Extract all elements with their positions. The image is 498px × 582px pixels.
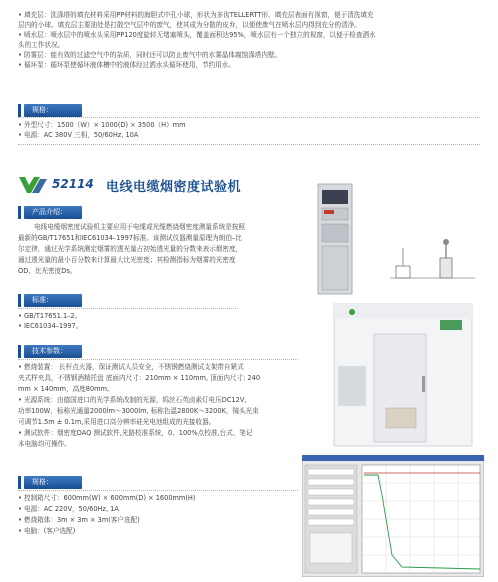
tech-text <box>18 362 300 450</box>
top-text-line: 层内的小球。填充层主要油处是打散空气层中的废气，使其成为分散的皮弁，以便使废气在喷水层内得到充分的清净。 <box>18 21 361 29</box>
top-text-line: 头的工作状况。 <box>18 41 65 49</box>
spec1-item: • 外型尺寸：1500（W）× 1000(D) × 3500（H）mm <box>18 121 186 129</box>
spec2-list <box>18 493 195 537</box>
standard-list <box>18 311 82 331</box>
divider <box>18 144 480 145</box>
tech-line: 本电脑均可操作。 <box>18 440 71 448</box>
tech-header <box>14 345 86 358</box>
tech-line: • 测试软件：烟密度DAQ 测试软件,光路校准系统，0、100%点校准,台式、笔记 <box>18 429 253 437</box>
standard-item: • IEC61034–1997。 <box>18 322 83 330</box>
product-photo-chamber <box>330 296 480 451</box>
top-text-line: • 填充层：洗涤塔的填充材料采用PP材料的海胆式中孔小球，形状为多齿TELLERTT形，填充层表面有视窗，便于清洗填充 <box>18 11 374 19</box>
tech-line: • 光源系统：由德国进口的光学系统改制的光源，钨丝石英卤素灯电压DC12V, <box>18 396 247 404</box>
tech-line: 夹式样夹具，不锈钢酒精托盘 底面内尺寸：210mm × 110mm, 顶面内尺寸: 240 <box>18 374 261 382</box>
software-screenshot <box>302 455 484 577</box>
divider <box>18 117 480 118</box>
product-photo-cabinet <box>300 178 485 298</box>
spec1-list <box>18 120 186 140</box>
standard-item: • GB/T17651.1–2。 <box>18 312 82 320</box>
intro-header <box>14 206 86 219</box>
spec2-item: • 控制箱尺寸：600mm(W) × 600mm(D) × 1600mm(H) <box>18 494 196 502</box>
tech-header-label: 技术参数： <box>24 345 82 358</box>
product-name: 电线电缆烟密度试验机 <box>106 180 242 195</box>
spec2-item: • 电源：AC 220V，50/60Hz, 1A <box>18 505 119 513</box>
spec2-item: • 电脑：(客户选配) <box>18 527 76 535</box>
tech-line: mm × 140mm，高度80mm。 <box>18 385 114 393</box>
spec2-item: • 燃烧箱体：3m × 3m × 3m(客户选配) <box>18 516 140 524</box>
top-text-line: • 防雾层：能有效的过滤空气中的杂质，同时还可以防止废气中的水雾晶体腐蚀涤塔内壁。 <box>18 51 282 59</box>
spec2-header <box>14 476 86 489</box>
tech-line: 功率100W，标称光通量2000lm～3000lm, 标称色温2800K～3200K，镜头光束 <box>18 407 259 415</box>
intro-header-label: 产品介绍： <box>24 206 82 219</box>
divider <box>18 308 238 309</box>
tech-line: 可调节1.5m ± 0.1m,采用进口高分辨率硅光电池组成的光接收器。 <box>18 418 216 426</box>
divider <box>18 359 298 360</box>
top-text-block <box>18 10 480 70</box>
divider <box>18 490 298 491</box>
spec1-header <box>14 104 86 117</box>
brand-logo-icon <box>18 175 48 195</box>
top-text-line: • 循环泵：循环泵使循环液体槽中的液体经过洒水头循环使用，节约用水。 <box>18 61 235 69</box>
tech-line: • 燃烧装置： 长杆点火器，保证测试人员安全，不锈钢燃烧测试支架带自紧式 <box>18 363 244 371</box>
spec1-item: • 电源：AC 380V 三相，50/60Hz, 10A <box>18 131 139 139</box>
spec2-header-label: 规格： <box>24 476 82 489</box>
intro-text: 电线电缆烟密度试验机主要应用于电缆或光缆燃烧烟密度测量系统是按照最新的GB/T17651和IEC61034–1997标准。该测试仪器测量原理为朗伯–比尔定律，通过光学系统测定烟雾的透光量占初始透光量的分数来表示烟密度，通过透光量的最小百分数来计算最大比光密度；其检测指标为烟雾的光密度OD、比光密度Ds。 <box>18 223 245 275</box>
product-model: 52114 <box>52 177 94 191</box>
standard-header <box>14 294 86 307</box>
spec1-header-label: 规格： <box>24 104 82 117</box>
top-text-line: • 喷水层：喷水层中的喷水头采用PP120度旋转无堵塞喷头，覆盖面积达95%，喷水层有一个独立的视窗，以便于检查洒水 <box>18 31 376 39</box>
standard-header-label: 标准： <box>24 294 82 307</box>
